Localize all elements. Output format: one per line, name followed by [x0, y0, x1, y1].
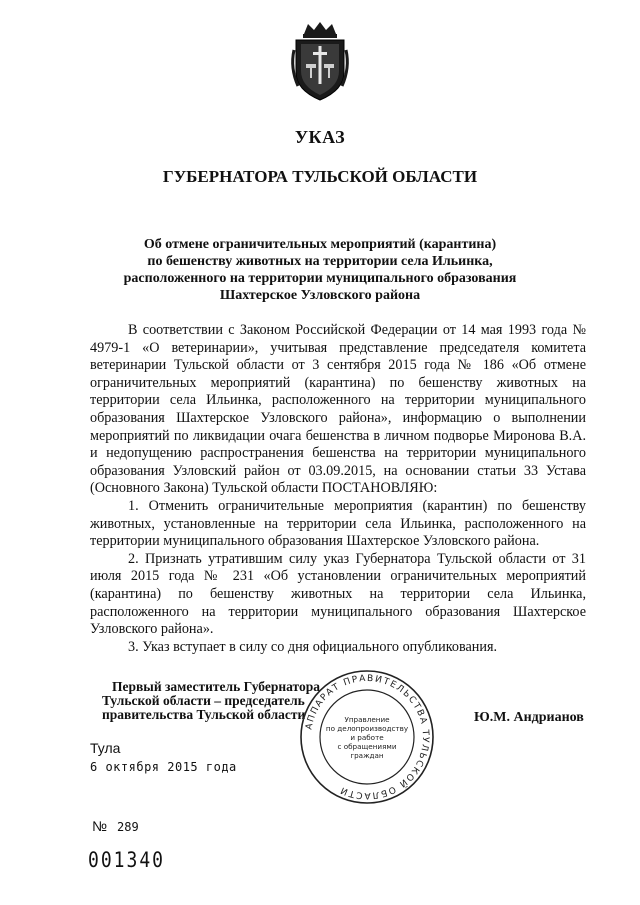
serial-number: 001340	[88, 847, 166, 874]
stamp-center-line: граждан	[350, 751, 384, 760]
stamp-center-line: Управление	[344, 715, 390, 724]
number-sign: №	[92, 818, 108, 834]
subject-line: расположенного на территории муниципального образования	[123, 271, 517, 286]
clause-3-paragraph: 3. Указ вступает в силу со дня официального опубликования.	[128, 638, 498, 655]
tula-coat-of-arms-icon	[288, 20, 352, 102]
document-body	[90, 322, 586, 656]
stamp-center-line: по делопроизводству	[325, 724, 409, 733]
subject-line: Шахтерское Узловского района	[219, 288, 421, 303]
stamp-center-line: с обращениями	[337, 742, 397, 751]
issue-city: Тула	[90, 740, 121, 756]
issuer-title: ГУБЕРНАТОРА ТУЛЬСКОЙ ОБЛАСТИ	[162, 167, 478, 186]
preamble-paragraph: В соответствии с Законом Российской Федерации от 14 мая 1993 года № 4979-1 «О ветеринарии», учитывая представление председателя комитета ветеринарии Тульской области от 3 сентября 2015 года № 186 «Об отмене ограничительных мероприятий (карантина) по бешенству животных на территории села Ильинка, расположенного на территории муниципального образования Шахтерское Узловского района», информацию о выполнении мероприятий по ликвидации очага бешенства в личном подворье Миронова В.А. и недопущению распространения бешенства на территории муниципального образования Узловский район от 03.09.2015, на основании статьи 33 Устава (Основного Закона) Тульской области ПОСТАНОВЛЯЮ:	[90, 322, 586, 497]
official-stamp-icon	[296, 668, 438, 806]
issue-date: 6 октября 2015 года	[90, 760, 237, 774]
stamp-center-line: и работе	[350, 733, 384, 742]
signer-name: Ю.М. Андрианов	[474, 710, 584, 725]
stamp-ring-text: АППАРАТ ПРАВИТЕЛЬСТВА ТУЛЬСКОЙ ОБЛАСТИ	[304, 673, 431, 801]
document-type: УКАЗ	[294, 127, 346, 147]
signer-position	[102, 679, 320, 722]
clause-1-paragraph: 1. Отменить ограничительные мероприятия (карантин) по бешенству животных, установленные на территории села Ильинка, расположенного на территории муниципального образования Шахтерское Узловского района.	[90, 497, 586, 550]
signer-position-line: Первый заместитель Губернатора	[112, 679, 320, 694]
document-number	[92, 818, 139, 834]
number-value: 289	[117, 820, 139, 834]
signer-position-line: Тульской области – председатель	[102, 693, 305, 708]
subject-line: Об отмене ограничительных мероприятий (карантина)	[143, 237, 497, 252]
signer-position-line: правительства Тульской области	[102, 707, 306, 722]
document-subject	[80, 236, 560, 304]
clause-2-paragraph: 2. Признать утратившим силу указ Губернатора Тульской области от 31 июля 2015 года № 231 «Об установлении ограничительных мероприятий (карантина) по бешенству животных на территории села Ильинка, расположенного на территории муниципального образования Шахтерское Узловского района».	[90, 550, 586, 638]
subject-line: по бешенству животных на территории села Ильинка,	[147, 254, 493, 269]
